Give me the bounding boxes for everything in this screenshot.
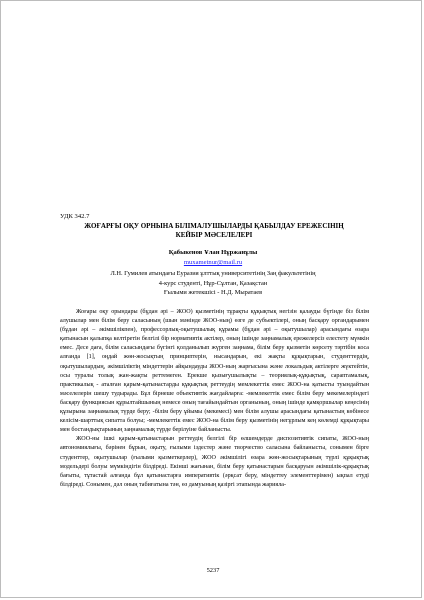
author-name: Қабыкенов Ұлан Нұржанұлы [168, 249, 258, 256]
body-paragraph-1: Жоғары оқу орындары (бұдан әрі – ЖОО) қызметінің тұрақты құқықтық негізін қалауды бүгінде біз білім алушылар мен білім беру саласының (шын мәнінде ЖОО-ның) өзге де субъектілері, оның басқару органдарымен (бұдан әрі – әкімшілікпен), профессорлық-оқытушылық құрамы (бұдан әрі – оқытушылар) арасындағы өзара қатынасын қалыпқа келтіретін белгілі бір нормативтік актілер, оның ішінде заңнамалық ережелерсіз елестету мүмкін емес. Десе даға, білім саласындағы бүгінгі қолданылып жүрген заңнама, білім беру қызметін көрсету тәртібін коса алғанда [1], оңдай жөн-жосықтың принциптерін, нысандарын, екі жақты құқықтарын, студенттердің, оқытушылардың, әкімшіліктің міндеттерін айқындауды ЖОО-ның жарғысына және локальдық актілерге жүктейтін, осы туралы толық жан-жақты реттемеген. Ерекше қызығушылықты – теориялық-құқықтық, сараптамалық, практикалық - аталған қарым-қатынастарды құқықтық реттеудің мемлекеттік емес ЖОО-на қатысты туындайтын мәселелерін шешу тудырады. Бұл бірнеше объективтік жағдайларға: -мемлекеттік емес білім беру мекемелеріндегі басқару функциясын құрылтайшының немесе оның тағайындайтын органының, оның ішінде қамқоршылар кеңесінің құзырына заңнамалық түрде беру; -білім беру ұйымы (мекемесі) мен білім алушы арасындағы қатынастың көбінесе келісім-шарттық сипатта болуы; -мемлекеттік емес ЖОО-на білім беру қызметінің негұрлым кең көлемді құқықтары мен бостандықтарының заңнамалық түрде берілуіне байланысты. [60, 309, 369, 434]
author-email-link[interactable]: muxametnur@mail.ru [183, 259, 243, 266]
article-body [60, 308, 369, 490]
affiliation-line-1: Л.Н. Гумилев атындағы Еуразия ұлттық университетінің Заң факультетінің [110, 270, 316, 277]
udk-code: УДК 342.7 [60, 213, 90, 220]
title-line-1: ЖОҒАРҒЫ ОҚУ ОРНЫНА БІЛІМАЛУШЫЛАРДЫ ҚАБЫЛДАУ ЕРЕЖЕСІНІҢ [84, 222, 344, 230]
affiliation-line-2: 4-курс студенті, Нұр-Сұлтан, Қазақстан [158, 279, 268, 287]
title-line-2: КЕЙБІР МӘСЕЛЕЛЕРІ [175, 231, 253, 239]
article-title [51, 222, 377, 240]
author-affiliation [1, 269, 424, 298]
body-paragraph-2: ЖОО-ны ішкі қарым-қатынастарын реттеудің белгілі бір өлшемдерде диспозитивтік сипаты, ЖОО-ның автономиялығы, бәрінен бұрын, оқыту, ғылыми іздестер және творчество саласына байланысты, сонымен бірге студенттер, оқытушылар (ғылыми қызметкерлер), ЖОО әкімшілігі өзара жөн-жосықтарының түрлі құқықтық модельдері болуы мүмкіндігін білдіреді. Екінші жағынан, білім беру қатынастарын басқаруын әкімшілік-құқықтық бағыты, тұтастай алғанда бұл қатынастарға императивтік (әрқсат беру, міндеттеу элементтерімен) ықпал етуді білдіреді. Сонымен, дәл оның табиғатына тән, өз дамуының қазіргі этапында жарияла- [60, 436, 369, 488]
supervisor-line: Ғылыми жетекшісі - Н.Д. Мыратаев [163, 289, 263, 297]
page-number: 5237 [206, 567, 220, 574]
